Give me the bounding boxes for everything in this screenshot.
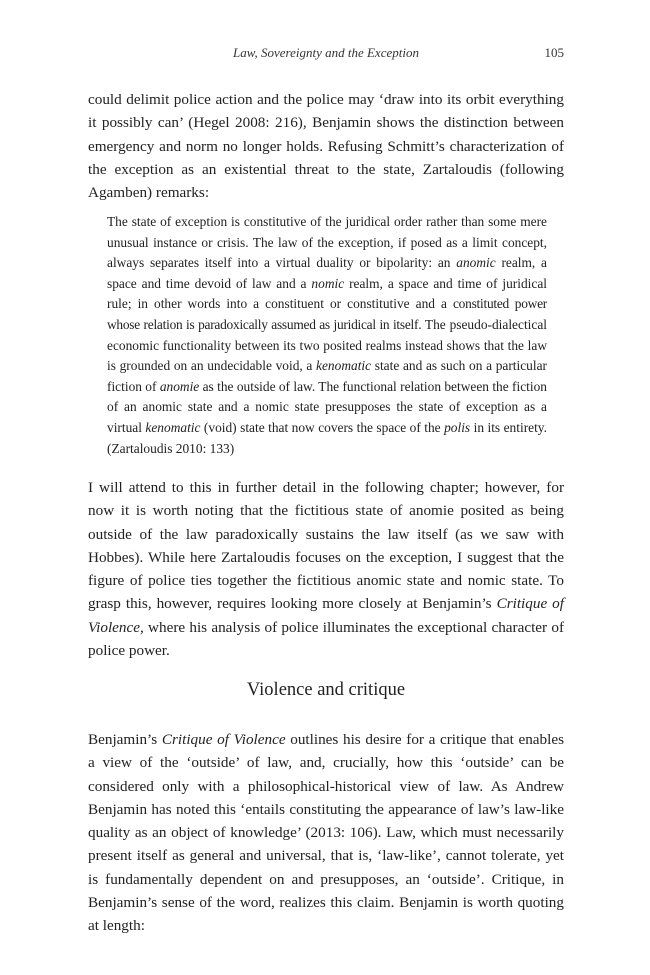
quote-italic-kenomatic: kenomatic xyxy=(316,358,372,374)
paragraph-3-text-1: outlines his desire for a critique that enables a view of the ‘outside’ of law, and, crucially, how this ‘outside’ can be considered only with a philosophical-historical view of law. As Andrew Benjamin has noted this ‘entails constituting the appearance of law’s law-like quality as an object of knowledge’ (2013: 106). Law, which must necessarily present itself as general and universal, that is, ‘law-like’, cannot tolerate, yet is fundamentally dependent on and presupposes, an ‘outside’. Critique, in Benjamin’s sense of the word, realizes this claim. Benjamin is worth quoting at length: xyxy=(88,731,565,935)
quote-text-6: (void) state that now covers the space of the xyxy=(200,419,445,435)
quote-text-3b: constituted power whose relation is paradoxically assumed as juridical in itself. xyxy=(107,296,547,332)
paragraph-2-italic-title: Critique of Violence xyxy=(88,595,564,636)
quote-text-3: realm, a space and time of juridical rule; in other words into a constituent or constitutive and a xyxy=(107,275,547,312)
paragraph-1-text: could delimit police action and the police may ‘draw into its orbit everything it possibly can’ (Hegel 2008: 216), Benjamin shows the distinction between emergency and norm no longer holds. Refusing Schmitt’s characterization of the exception as an existential threat to the state, Zartaloudis (following Agamben) remarks: xyxy=(88,91,564,202)
running-head: Law, Sovereignty and the Exception xyxy=(233,45,419,60)
section-heading: Violence and critique xyxy=(246,680,406,700)
quote-text-7: in its entirety. (Zartaloudis 2010: 133) xyxy=(107,419,547,456)
paragraph-3-italic-title: Critique of Violence xyxy=(161,731,286,748)
quote-text-2: realm, a space and time devoid of law and a xyxy=(107,255,547,291)
quote-text-1: The state of exception is constitutive of the juridical order rather than some mere unusual instance or crisis. The law of the exception, if posed as a limit concept, always separates itself into a virtual duality or bipolarity: an xyxy=(107,214,547,271)
paragraph-2-text-2: , where his analysis of police illuminates the exceptional character of police power. xyxy=(88,618,564,660)
paragraph-3-text-0: Benjamin’s xyxy=(88,731,162,748)
quote-italic-kenomatic-2: kenomatic xyxy=(145,419,201,435)
paragraph-2-text-1: I will attend to this in further detail in the following chapter; however, for now it is worth noting that the fictitious state of anomie posited as being outside of the law paradoxically sustains the law itself (as we saw with Hobbes). While here Zartaloudis focuses on the exception, I suggest that the figure of police ties together the fictitious anomic state and nomic state. To grasp this, however, requires looking more closely at Benjamin’s xyxy=(88,479,564,613)
quote-text-3c: The pseudo-dialectical economic functionality between its two posited realms instead shows that the law is grounded on an undecidable void, a xyxy=(107,316,547,374)
block-quote xyxy=(107,212,547,459)
paragraph-3 xyxy=(88,728,564,938)
quote-italic-nomic: nomic xyxy=(311,275,345,291)
paragraph-2 xyxy=(88,476,564,662)
quote-italic-polis: polis xyxy=(444,419,471,435)
quote-text-5: as the outside of law. The functional relation between the fiction of an anomic state and a nomic state presupposes the state of exception as a virtual xyxy=(107,378,548,435)
quote-text-4: state and as such on a particular fiction of xyxy=(107,358,547,394)
page-number: 105 xyxy=(544,45,564,60)
quote-italic-anomic: anomic xyxy=(456,255,496,271)
quote-italic-anomie: anomie xyxy=(159,378,200,394)
paragraph-1 xyxy=(88,88,564,204)
